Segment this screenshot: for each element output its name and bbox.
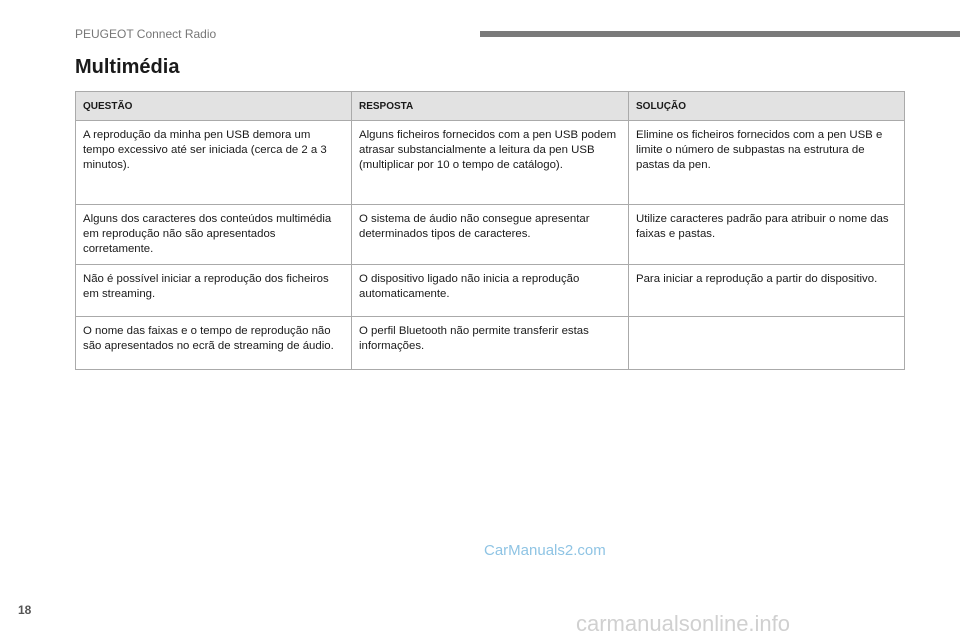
question-cell: O nome das faixas e o tempo de reprodução não são apresentados no ecrã de streaming de áudio. — [76, 317, 352, 370]
question-cell: A reprodução da minha pen USB demora um tempo excessivo até ser iniciada (cerca de 2 a 3 minutos). — [76, 121, 352, 205]
column-header-question: QUESTÃO — [76, 92, 352, 121]
page-number: 18 — [18, 603, 32, 617]
answer-cell: O sistema de áudio não consegue apresentar determinados tipos de caracteres. — [352, 205, 629, 265]
page-title: Multimédia — [75, 56, 180, 78]
table-row — [76, 317, 905, 370]
table-row — [76, 205, 905, 265]
table-header-row — [76, 92, 905, 121]
column-header-solution: SOLUÇÃO — [629, 92, 905, 121]
footer-site: carmanualsonline.info — [576, 611, 791, 636]
running-header: PEUGEOT Connect Radio — [75, 27, 217, 41]
answer-cell: O perfil Bluetooth não permite transferir estas informações. — [352, 317, 629, 370]
header-rule — [480, 31, 960, 37]
question-cell: Não é possível iniciar a reprodução dos ficheiros em streaming. — [76, 265, 352, 317]
column-header-answer: RESPOSTA — [352, 92, 629, 121]
watermark-link[interactable]: CarManuals2.com — [484, 542, 606, 559]
answer-cell: O dispositivo ligado não inicia a reprodução automaticamente. — [352, 265, 629, 317]
solution-cell: Para iniciar a reprodução a partir do dispositivo. — [629, 265, 905, 317]
table-row — [76, 121, 905, 205]
solution-cell: Elimine os ficheiros fornecidos com a pen USB e limite o número de subpastas na estrutura de pastas da pen. — [629, 121, 905, 205]
table-row — [76, 265, 905, 317]
faq-table — [75, 91, 905, 370]
answer-cell: Alguns ficheiros fornecidos com a pen USB podem atrasar substancialmente a leitura da pen USB (multiplicar por 10 o tempo de catálogo). — [352, 121, 629, 205]
question-cell: Alguns dos caracteres dos conteúdos multimédia em reprodução não são apresentados corretamente. — [76, 205, 352, 265]
solution-cell: Utilize caracteres padrão para atribuir o nome das faixas e pastas. — [629, 205, 905, 265]
solution-cell — [629, 317, 905, 370]
